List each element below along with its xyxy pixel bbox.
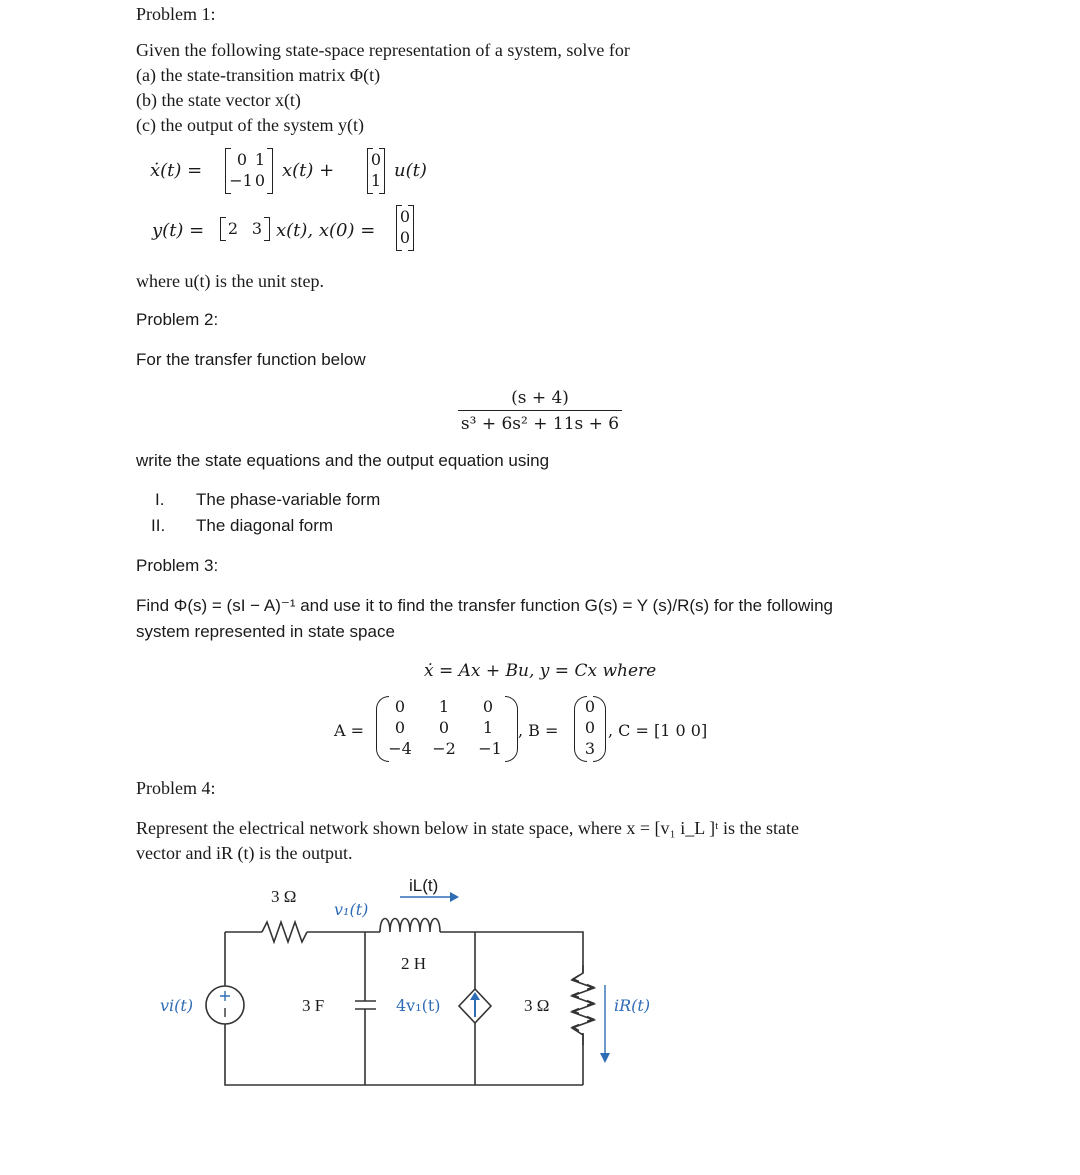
label-dep-source: 4v₁(t) xyxy=(396,996,441,1015)
eq2-matrix-x0: 0 0 xyxy=(396,205,414,251)
problem2-title: Problem 2: xyxy=(136,310,219,329)
eq2-matrix-c: 2 3 xyxy=(220,217,270,241)
matrix-b-label: , B = xyxy=(518,721,559,740)
list-item-2: The diagonal form xyxy=(196,516,334,535)
problem3-line2: system represented in state space xyxy=(136,622,395,641)
resistor-r1-icon xyxy=(262,922,307,942)
problem2-intro: For the transfer function below xyxy=(136,350,366,369)
label-source: vi(t) xyxy=(160,996,194,1015)
problem3-matrix-b: 0 0 3 xyxy=(574,696,606,762)
eq2-lhs: y(t) = xyxy=(152,220,205,241)
capacitor-icon xyxy=(355,1001,376,1009)
wire-left-bottom xyxy=(225,1024,583,1085)
inductor-icon xyxy=(380,919,440,933)
list-item-1: The phase-variable form xyxy=(196,490,381,509)
eq1-matrix-b: 0 1 xyxy=(367,148,385,194)
label-capacitor: 3 F xyxy=(302,996,325,1015)
label-inductor: 2 H xyxy=(401,954,427,973)
label-ir: iR(t) xyxy=(614,996,651,1015)
problem4-title: Problem 4: xyxy=(136,778,216,798)
problem3-eq: ẋ = Ax + Bu, y = Cx where xyxy=(424,661,657,681)
label-il: iL(t) xyxy=(409,876,439,895)
problem3-title: Problem 3: xyxy=(136,556,219,575)
label-r2: 3 Ω xyxy=(524,996,550,1015)
problem1-item-a: (a) the state-transition matrix Φ(t) xyxy=(136,65,381,85)
problem1-title: Problem 1: xyxy=(136,4,216,24)
problem1-item-c: (c) the output of the system y(t) xyxy=(136,115,364,135)
problem1-item-b: (b) the state vector x(t) xyxy=(136,90,301,110)
problem4-line1: Represent the electrical network shown below in state space, where x = [v₁ i_L ]ᵗ is the state xyxy=(136,818,799,838)
problem1-intro: Given the following state-space representation of a system, solve for xyxy=(136,40,630,60)
label-v1-node: v₁(t) xyxy=(334,900,369,919)
matrix-c-label: , C = [1 0 0] xyxy=(608,721,708,740)
eq1-lhs: ẋ(t) = xyxy=(150,160,203,181)
problem3-line1: Find Φ(s) = (sI − A)⁻¹ and use it to find the transfer function G(s) = Y (s)/R(s) for the following xyxy=(136,596,833,615)
problem3-matrix-a: 0 1 0 0 0 1 −4 −2 −1 xyxy=(376,696,518,762)
eq1-mid: x(t) + xyxy=(282,160,335,181)
tf-denominator: s³ + 6s² + 11s + 6 xyxy=(460,414,620,434)
eq1-matrix-a: 0 1 −1 0 xyxy=(225,148,273,194)
problem1-note: where u(t) is the unit step. xyxy=(136,271,324,291)
matrix-a-label: A = xyxy=(334,721,365,740)
eq1-tail: u(t) xyxy=(394,160,427,181)
problem4-line2: vector and iR (t) is the output. xyxy=(136,843,353,863)
list-num-2: II. xyxy=(151,516,166,535)
tf-numerator: (s + 4) xyxy=(511,388,569,408)
label-r1: 3 Ω xyxy=(271,887,297,906)
problem2-instruction: write the state equations and the output equation using xyxy=(136,451,550,470)
list-num-1: I. xyxy=(155,490,165,509)
eq2-mid: x(t), x(0) = xyxy=(276,220,376,241)
